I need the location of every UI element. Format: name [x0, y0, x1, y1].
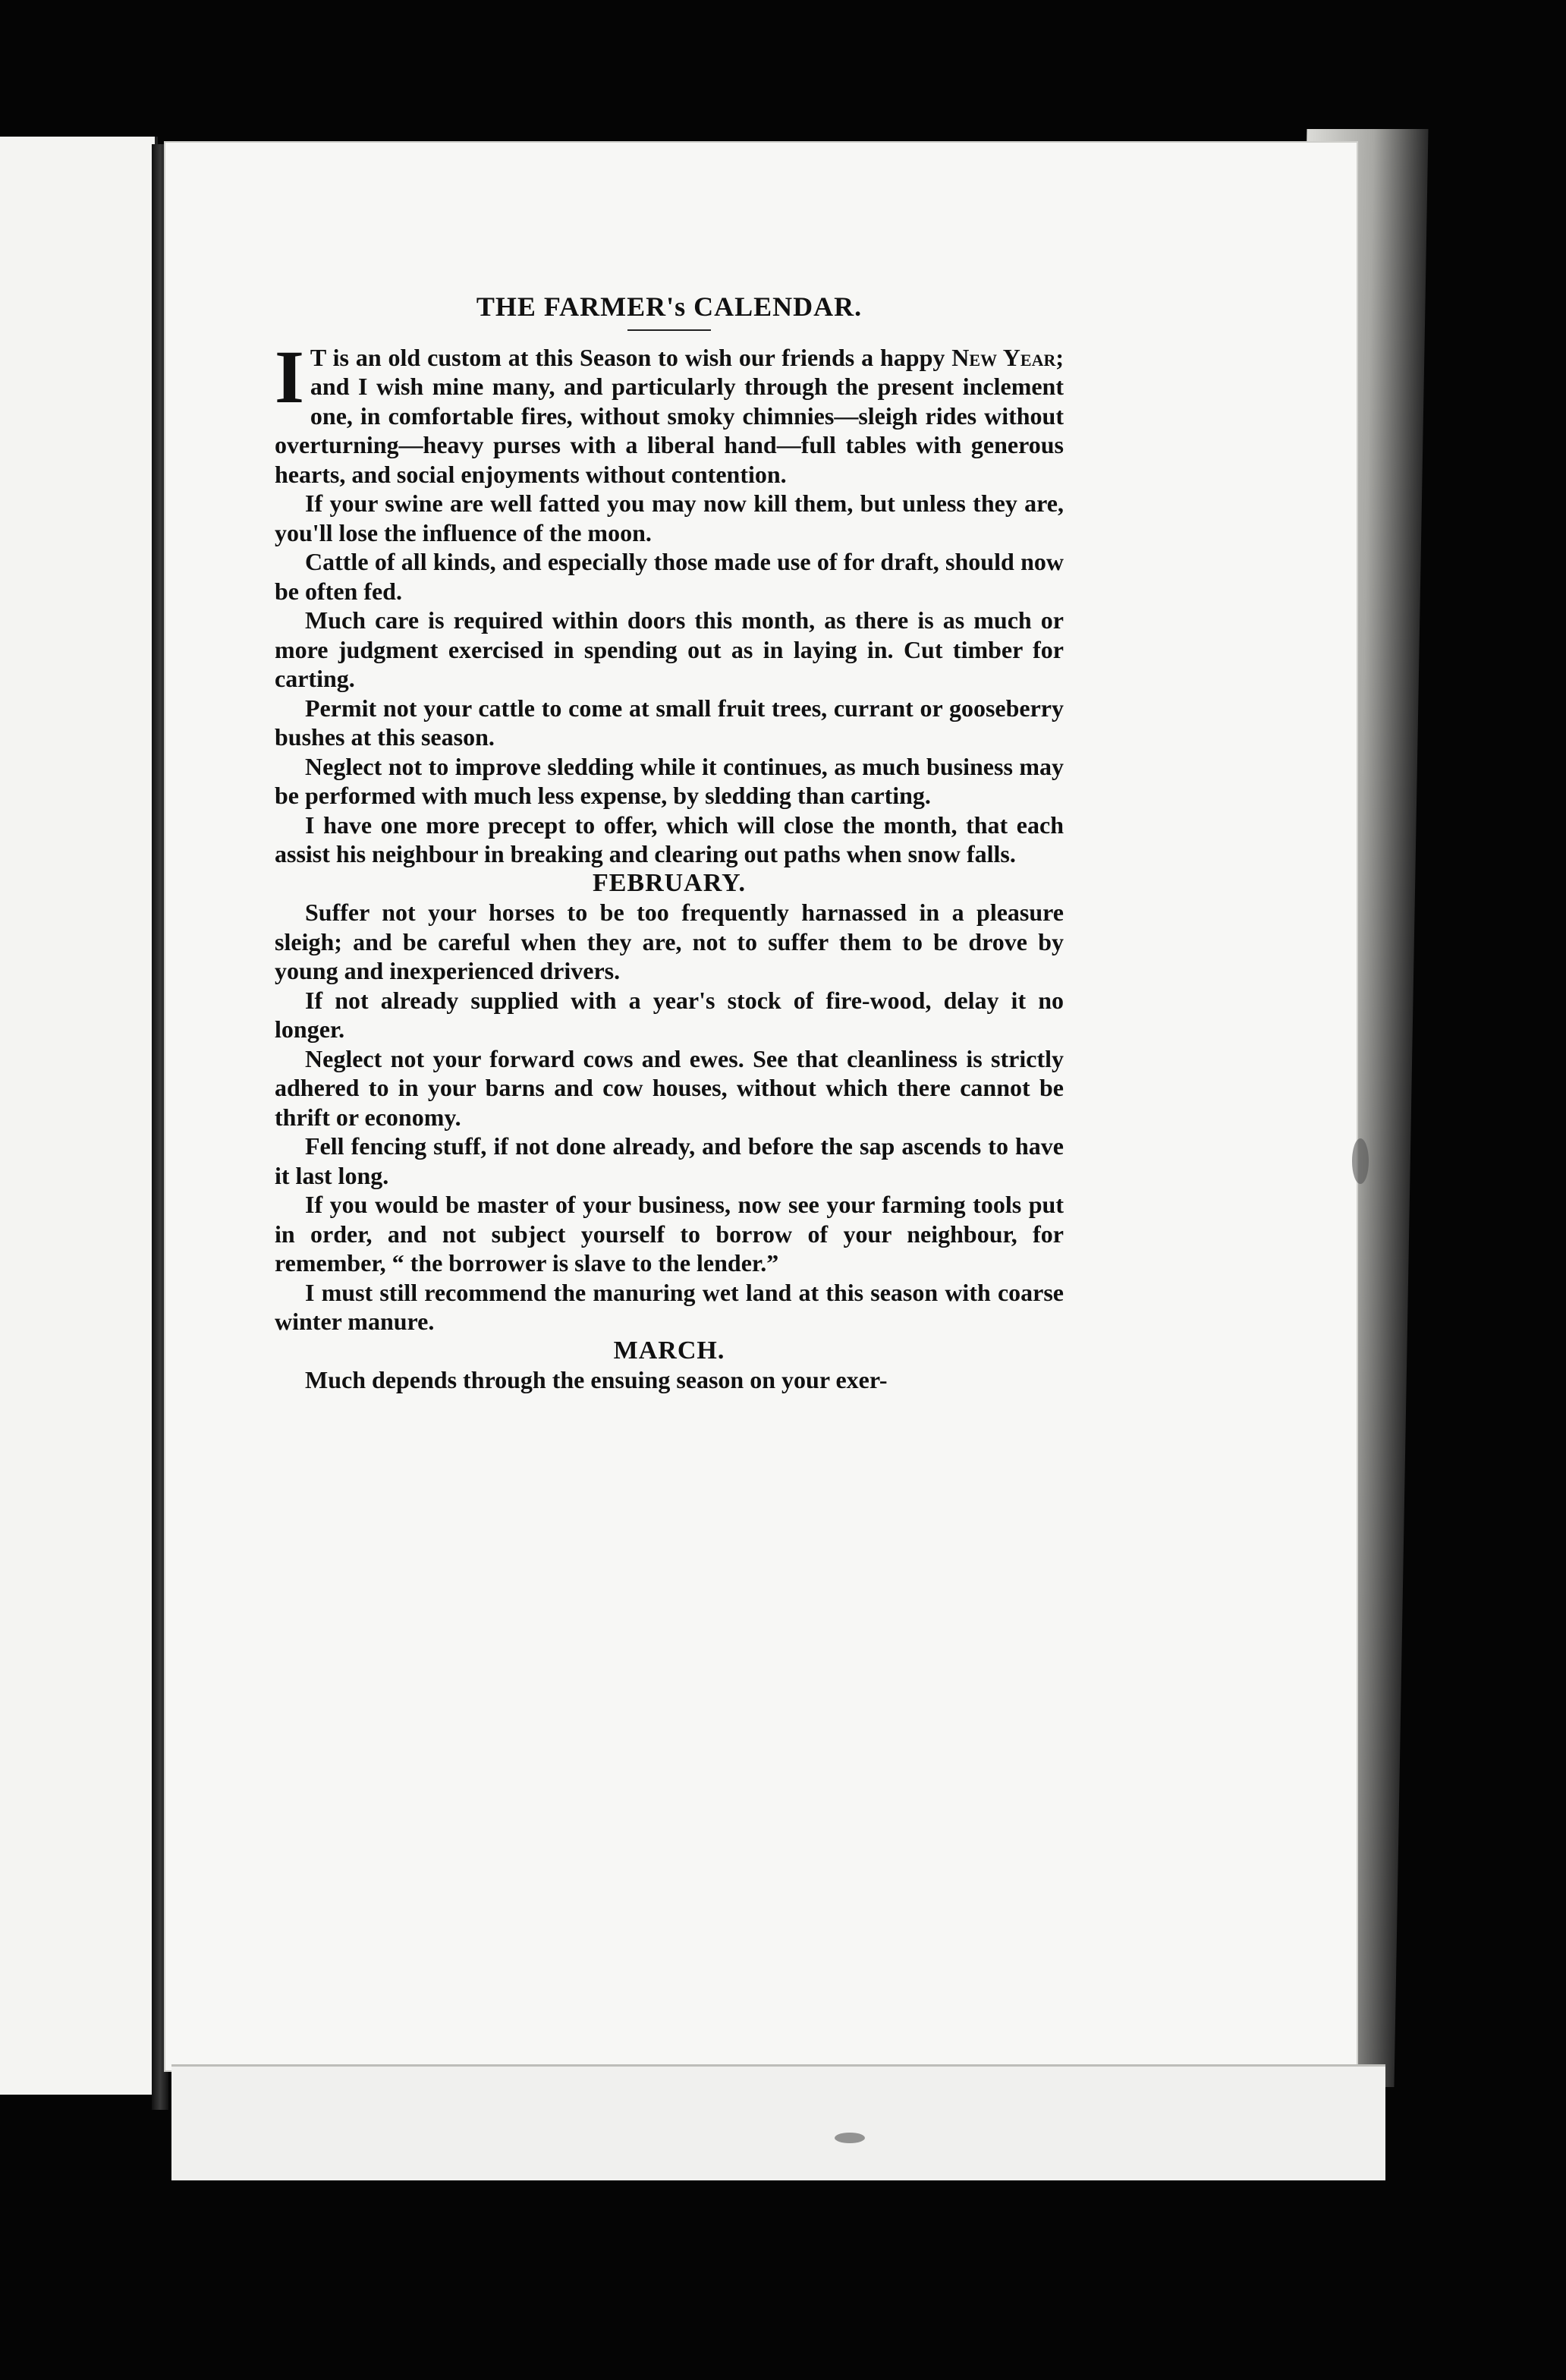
page-title: THE FARMER's CALENDAR. [476, 291, 863, 322]
opening-text-cont: ; and I wish mine many, and particularly through the present inclement one, in comfortable fires, without smoky chimnies—sleigh rides without overturning—heavy purses with a liberal hand—full tables with generous hearts, and social enjoyments without contention. [275, 343, 1064, 488]
drop-cap: I [275, 334, 304, 419]
title-rule [627, 329, 711, 331]
february-paragraph: If not already supplied with a year's stock of fire-wood, delay it no longer. [275, 986, 1064, 1043]
lower-page-edge [171, 2064, 1385, 2180]
february-paragraph: Suffer not your horses to be too frequently harnassed in a pleasure sleigh; and be careful when they are, not to suffer them to be drove by young and inexperienced drivers. [275, 899, 1064, 984]
ink-smudge [835, 2133, 865, 2143]
january-paragraph: Much care is required within doors this month, as there is as much or more judgment exercised in spending out as in laying in. Cut timber for carting. [275, 606, 1064, 692]
january-paragraph: If your swine are well fatted you may now kill them, but unless they are, you'll lose the influence of the moon. [275, 490, 1064, 546]
january-opening-paragraph [275, 334, 1064, 490]
march-heading: MARCH. [613, 1336, 725, 1365]
february-paragraph: If you would be master of your business, now see your farming tools put in order, and not subject yourself to borrow of your neighbour, for remember, “ the borrower is slave to the lender.” [275, 1191, 1064, 1277]
january-paragraph: Neglect not to improve sledding while it continues, as much business may be performed with much less expense, by sledding than carting. [275, 752, 1064, 809]
february-paragraph: I must still recommend the manuring wet land at this season with coarse winter manure. [275, 1278, 1064, 1335]
february-heading: FEBRUARY. [592, 868, 747, 897]
opening-text: T is an old custom at this Season to wish our friends a happy [310, 343, 952, 371]
february-paragraph: Fell fencing stuff, if not done already, and before the sap ascends to have it last long. [275, 1132, 1064, 1189]
january-paragraph: Permit not your cattle to come at small fruit trees, currant or gooseberry bushes at this season. [275, 694, 1064, 751]
february-paragraph: Neglect not your forward cows and ewes. See that cleanliness is strictly adhered to in your barns and cow houses, without which there cannot be thrift or economy. [275, 1044, 1064, 1131]
january-paragraph: Cattle of all kinds, and especially those made use of for draft, should now be often fed. [275, 548, 1064, 605]
new-year-smallcaps: New Year [951, 343, 1056, 371]
ink-smudge [1352, 1138, 1369, 1184]
march-paragraph: Much depends through the ensuing season on your exer- [305, 1366, 888, 1393]
january-paragraph: I have one more precept to offer, which will close the month, that each assist his neighbour in breaking and clearing out paths when snow falls. [275, 811, 1064, 867]
page-text [275, 292, 1064, 1395]
left-facing-page [0, 137, 158, 2095]
